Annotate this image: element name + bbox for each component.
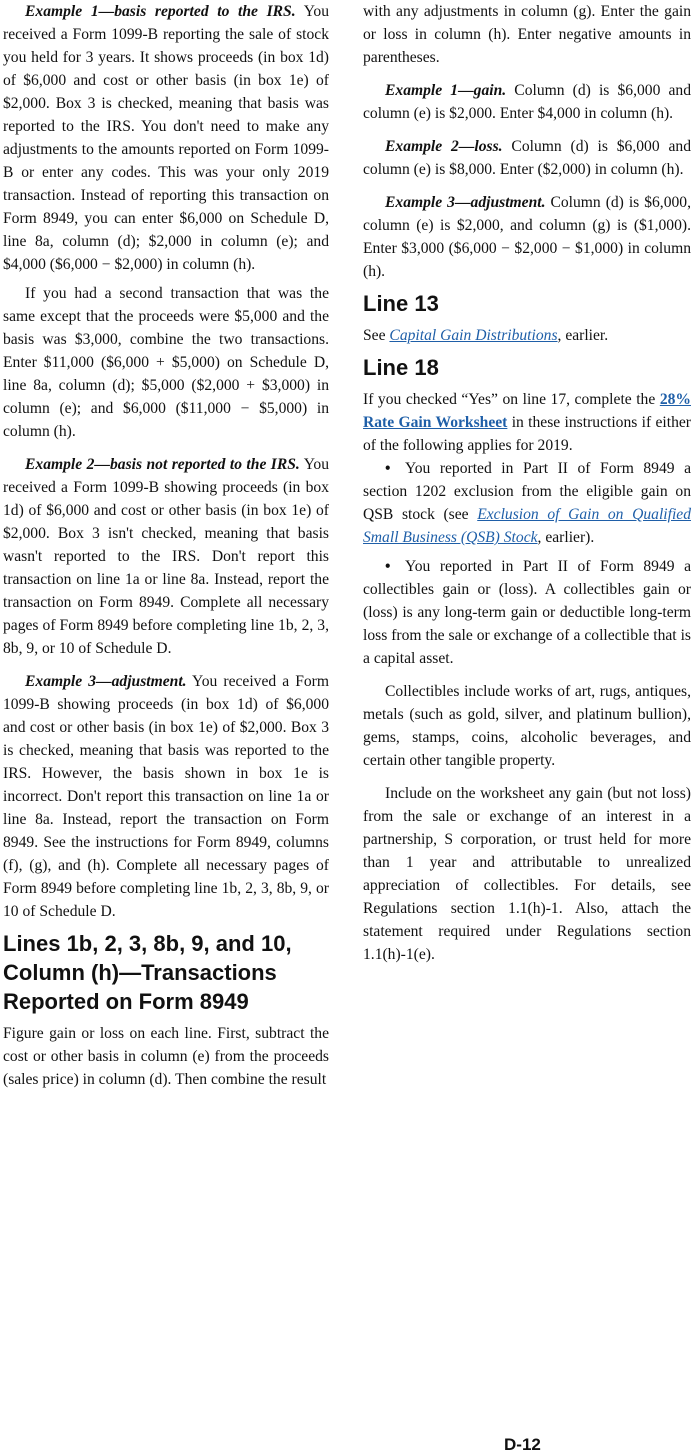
bullet-collectibles — [363, 555, 691, 670]
line-13-text-pre: See — [363, 327, 390, 344]
example-loss-body: Column (d) is $6,000 and column (e) is $8,000. Enter ($2,000) in column (h). — [363, 138, 691, 178]
example-2-body: You received a Form 1099-B showing proceeds (in box 1d) of $6,000 and cost or other basis (in box 1e) of $2,000. Box 3 isn't checked, meaning that basis wasn't reported to the IRS. Don't report this transaction on line 1a or line 8a. Instead, report the transaction on Form 8949. Complete all necessary pages of Form 8949 before completing line 1b, 2, 3, 8b, 9, or 10 of Schedule D. — [3, 456, 329, 657]
bullet-2-text: You reported in Part II of Form 8949 a collectibles gain or (loss). A collectibles gain or (loss) is any long-term gain or deductible long-term loss from the sale or exchange of a collectible that is a capital asset. — [363, 558, 691, 667]
example-2-heading: Example 2—basis not reported to the IRS. — [25, 456, 300, 473]
line-18-paragraph — [363, 388, 691, 457]
example-adjustment — [363, 191, 691, 283]
left-column — [3, 0, 329, 1091]
line-13-paragraph — [363, 324, 691, 347]
figure-gain-loss-paragraph: Figure gain or loss on each line. First, subtract the cost or other basis in column (e) from the proceeds (sales price) in column (d). Then combine the result — [3, 1025, 329, 1088]
example-3-heading: Example 3—adjustment. — [25, 673, 187, 690]
example-1-heading: Example 1—basis reported to the IRS. — [25, 3, 296, 20]
example-gain — [363, 79, 691, 125]
line-18-text-pre: If you checked “Yes” on line 17, complete the — [363, 391, 660, 408]
lines-1b-2-3-8b-9-10-heading: Lines 1b, 2, 3, 8b, 9, and 10, Column (h)—Transactions Reported on Form 8949 — [3, 931, 292, 1014]
example-3-body: You received a Form 1099-B showing proceeds (in box 1d) of $6,000 and cost or other basis (in box 1e) of $2,000. Box 3 is checked, meaning that basis was reported to the IRS. However, the basis shown in box 1e is incorrect. Don't report this transaction on line 1a or line 8a. Instead, report the transaction on Form 8949. See the instructions for Form 8949, columns (f), (g), and (h). Complete all necessary pages of Form 8949 before completing line 1b, 2, 3, 8b, 9, or 10 of Schedule D. — [3, 673, 330, 920]
example-1-body: You received a Form 1099-B reporting the sale of stock you held for 3 years. It shows proceeds (in box 1d) of $6,000 and cost or other basis (in box 1e) of $2,000. Box 3 is checked, meaning that basis was reported to the IRS. You don't need to make any adjustments to the amounts reported on Form 1099-B or enter any codes. This was your only 2019 transaction. Instead of reporting this transaction on Form 8949, you can enter $6,000 on Schedule D, line 8a, column (d); $2,000 in column (e); and $4,000 ($6,000 − $2,000) in column (h). — [3, 3, 329, 273]
line-13-text-post: , earlier. — [557, 327, 609, 344]
line-18-text-post: in these instructions if either of the following applies for 2019. — [363, 414, 691, 454]
include-on-worksheet-paragraph: Include on the worksheet any gain (but not loss) from the sale or exchange of an interest in a partnership, S corporation, or trust held for more than 1 year and attributable to unrealized appreciation of collectibles. For details, see Regulations section 1.1(h)-1. Also, attach the statement required under Regulations section 1.1(h)-1(e). — [363, 785, 691, 963]
capital-gain-distributions-link[interactable]: Capital Gain Distributions — [389, 327, 558, 344]
example-adjustment-body: Column (d) is $6,000, column (e) is $2,000, and column (g) is ($1,000). Enter $3,000 ($6,000 − $2,000 − $1,000) in column (h). — [363, 194, 691, 280]
second-transaction-paragraph: If you had a second transaction that was the same except that the proceeds were $5,000 and the basis was $3,000, combine the two transactions. Enter $11,000 ($6,000 + $5,000) on Schedule D, line 8a, column (d); $5,000 ($2,000 + $3,000) in column (e); and $6,000 ($11,000 − $5,000) in column (h). — [3, 285, 329, 440]
example-3-adjustment — [3, 670, 329, 923]
bullet-1-text-pre: You reported in Part II of Form 8949 a section 1202 exclusion from the eligible gain on QSB stock (see — [363, 460, 691, 523]
collectibles-paragraph: Collectibles include works of art, rugs, antiques, metals (such as gold, silver, and platinum bullion), gems, stamps, coins, alcoholic beverages, and certain other tangible property. — [363, 683, 691, 769]
example-loss-heading: Example 2—loss. — [385, 138, 503, 155]
bullet-icon: • — [385, 460, 391, 477]
qsb-stock-exclusion-link[interactable]: Exclusion of Gain on Qualified Small Business (QSB) Stock — [363, 506, 691, 546]
example-loss — [363, 135, 691, 181]
example-gain-heading: Example 1—gain. — [385, 82, 507, 99]
bullet-icon: • — [385, 558, 391, 575]
example-1-basis-reported — [3, 0, 329, 276]
continued-paragraph: with any adjustments in column (g). Enter the gain or loss in column (h). Enter negative amounts in parentheses. — [363, 3, 691, 66]
page-number: D-12 — [504, 1435, 541, 1454]
bullet-1-text-post: , earlier). — [537, 529, 595, 546]
example-2-basis-not-reported — [3, 453, 329, 660]
rate-gain-worksheet-link[interactable]: 28% Rate Gain Worksheet — [363, 391, 691, 431]
right-column — [363, 0, 691, 966]
example-gain-body: Column (d) is $6,000 and column (e) is $2,000. Enter $4,000 in column (h). — [363, 82, 691, 122]
line-13-heading: Line 13 — [363, 291, 439, 316]
line-18-heading: Line 18 — [363, 355, 439, 380]
bullet-section-1202 — [363, 457, 691, 549]
example-adjustment-heading: Example 3—adjustment. — [385, 194, 546, 211]
